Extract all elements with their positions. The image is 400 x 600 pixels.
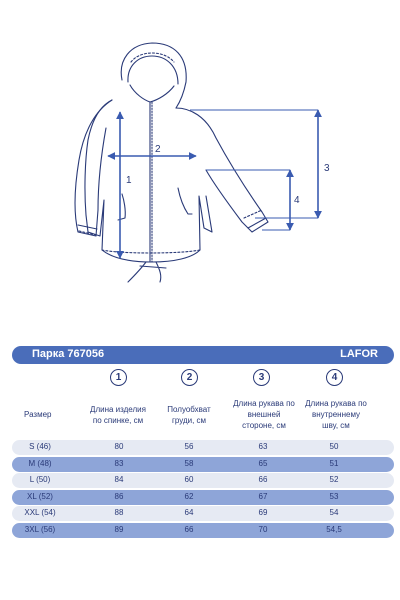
cell-size: S (46) bbox=[29, 442, 51, 451]
header-sleeve-outer: Длина рукава по внешней стороне, см bbox=[233, 399, 295, 430]
product-name: Парка 767056 bbox=[32, 348, 105, 360]
brand-name: LAFOR bbox=[340, 348, 378, 360]
cell-chest: 66 bbox=[184, 525, 194, 534]
cell-chest: 58 bbox=[184, 459, 194, 468]
body-outline bbox=[85, 100, 212, 262]
cell-sleeve-inner: 52 bbox=[329, 475, 339, 484]
circle-4: 4 bbox=[326, 369, 343, 386]
cell-size: XL (52) bbox=[27, 492, 53, 501]
table-title-bar bbox=[12, 346, 394, 364]
table-row bbox=[12, 457, 394, 472]
table-row bbox=[12, 440, 394, 455]
cell-sleeve-inner: 51 bbox=[329, 459, 339, 468]
cell-sleeve-inner: 50 bbox=[329, 442, 339, 451]
left-pocket bbox=[118, 194, 125, 220]
measure-4-label: 4 bbox=[294, 195, 300, 206]
cell-length: 80 bbox=[114, 442, 124, 451]
cell-sleeve-outer: 63 bbox=[258, 442, 268, 451]
cell-chest: 56 bbox=[184, 442, 194, 451]
cell-length: 89 bbox=[114, 525, 124, 534]
circle-2: 2 bbox=[181, 369, 198, 386]
circle-1: 1 bbox=[110, 369, 127, 386]
hood-inner bbox=[128, 56, 178, 84]
table-row bbox=[12, 490, 394, 505]
table-row bbox=[12, 506, 394, 521]
header-sleeve-inner: Длина рукава по внутреннему шву, см bbox=[305, 399, 367, 430]
cell-length: 86 bbox=[114, 492, 124, 501]
drawstring bbox=[128, 262, 166, 282]
header-chest: Полуобхват груди, см bbox=[167, 405, 211, 425]
cell-sleeve-outer: 67 bbox=[258, 492, 268, 501]
circle-3: 3 bbox=[253, 369, 270, 386]
cell-sleeve-inner: 54,5 bbox=[326, 525, 342, 534]
cell-sleeve-inner: 54 bbox=[329, 508, 339, 517]
cell-sleeve-outer: 66 bbox=[258, 475, 268, 484]
table-row bbox=[12, 473, 394, 488]
measure-2-label: 2 bbox=[155, 144, 161, 155]
cell-length: 84 bbox=[114, 475, 124, 484]
measure-3-label: 3 bbox=[324, 163, 330, 174]
cell-length: 88 bbox=[114, 508, 124, 517]
cell-size: L (50) bbox=[29, 475, 51, 484]
cell-size: 3XL (56) bbox=[24, 525, 56, 534]
cell-sleeve-outer: 69 bbox=[258, 508, 268, 517]
header-length: Длина изделия по спинке, см bbox=[90, 405, 146, 425]
cell-size: XXL (54) bbox=[24, 508, 56, 517]
cell-chest: 64 bbox=[184, 508, 194, 517]
cell-size: M (48) bbox=[28, 459, 52, 468]
table-row bbox=[12, 523, 394, 538]
measure-1-label: 1 bbox=[126, 175, 132, 186]
cell-sleeve-outer: 70 bbox=[258, 525, 268, 534]
column-numbers bbox=[0, 369, 400, 389]
cell-sleeve-inner: 53 bbox=[329, 492, 339, 501]
right-pocket bbox=[178, 188, 192, 214]
cell-chest: 62 bbox=[184, 492, 194, 501]
cell-sleeve-outer: 65 bbox=[258, 459, 268, 468]
cell-chest: 60 bbox=[184, 475, 194, 484]
header-size: Размер bbox=[24, 410, 52, 419]
cell-length: 83 bbox=[114, 459, 124, 468]
